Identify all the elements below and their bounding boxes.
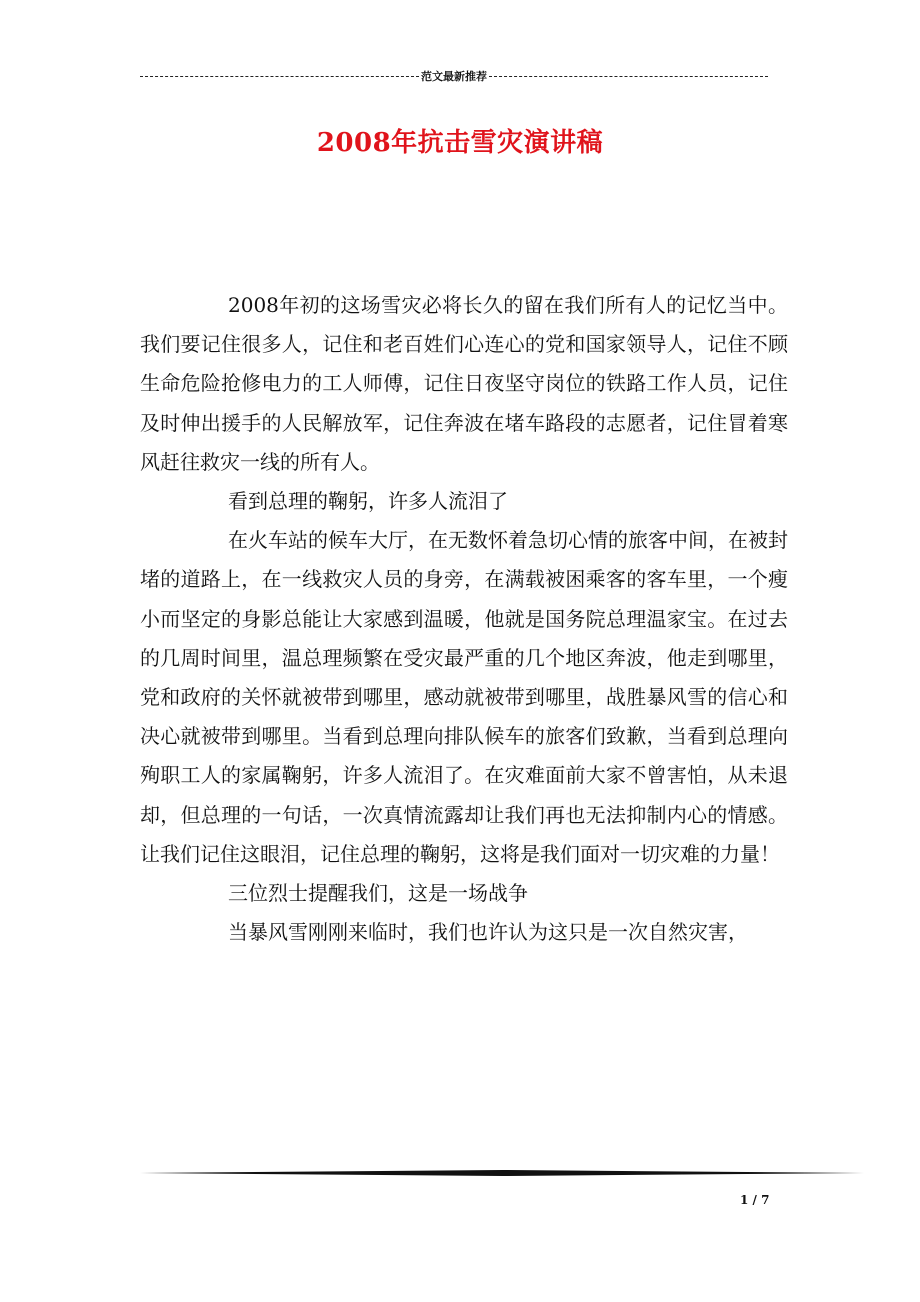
footer-rule — [140, 1170, 864, 1176]
page-header — [140, 66, 768, 86]
page-number: 1 / 7 — [740, 1193, 770, 1207]
header-label: 范文最新推荐 — [421, 70, 487, 83]
document-title: 2008年抗击雪灾演讲稿 — [316, 128, 604, 158]
paragraph-3: 在火车站的候车大厅，在无数怀着急切心情的旅客中间，在被封堵的道路上，在一线救灾人员的身旁，在满载被困乘客的客车里，一个瘦小而坚定的身影总能让大家感到温暖，他就是国务院总理温家宝。在过去的几周时间里，温总理频繁在受灾最严重的几个地区奔波，他走到哪里，党和政府的关怀就被带到哪里，感动就被带到哪里，战胜暴风雪的信心和决心就被带到哪里。当看到总理向排队候车的旅客们致歉，当看到总理向殉职工人的家属鞠躬，许多人流泪了。在灾难面前大家不曾害怕，从未退却，但总理的一句话，一次真情流露却让我们再也无法抑制内心的情感。让我们记住这眼泪，记住总理的鞠躬，这将是我们面对一切灾难的力量！ — [140, 528, 788, 866]
document-body — [140, 286, 788, 952]
paragraph-4: 三位烈士提醒我们，这是一场战争 — [228, 881, 528, 906]
header-dash-right — [489, 76, 768, 77]
header-dash-left — [140, 76, 419, 77]
paragraph-2: 看到总理的鞠躬，许多人流泪了 — [228, 489, 508, 514]
paragraph-5: 当暴风雪刚刚来临时，我们也许认为这只是一次自然灾害， — [228, 920, 748, 945]
paragraph-1: 2008年初的这场雪灾必将长久的留在我们所有人的记忆当中。我们要记住很多人，记住和老百姓们心连心的党和国家领导人，记住不顾生命危险抢修电力的工人师傅，记住日夜坚守岗位的铁路工作人员，记住及时伸出援手的人民解放军，记住奔波在堵车路段的志愿者，记住冒着寒风赶往救灾一线的所有人。 — [140, 293, 788, 474]
